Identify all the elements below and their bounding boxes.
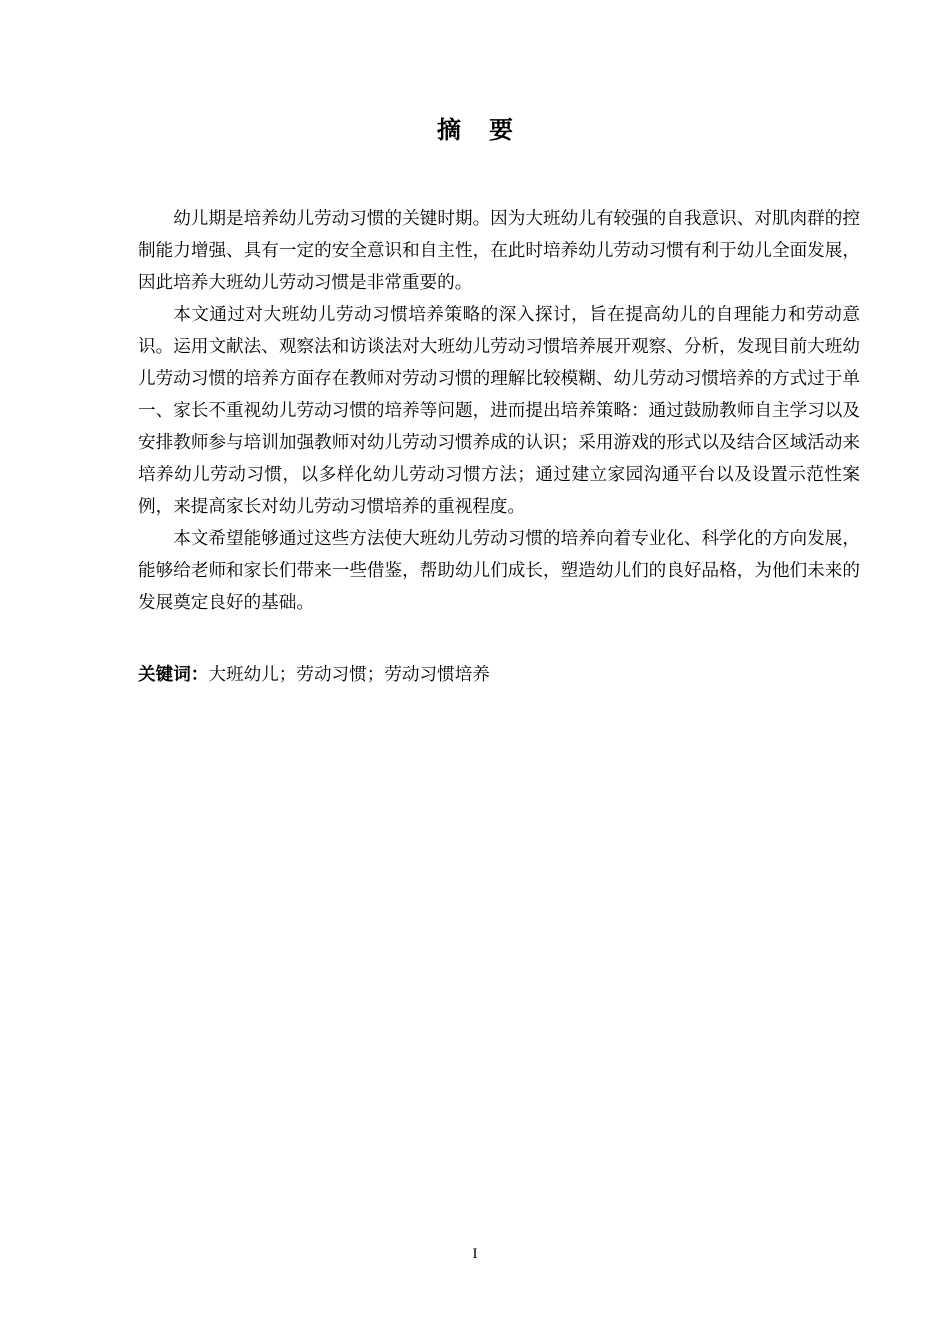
abstract-body (138, 203, 860, 619)
page-number: I (472, 1246, 478, 1262)
page-title: 摘要 (437, 116, 541, 144)
keywords-text: 大班幼儿；劳动习惯；劳动习惯培养 (208, 665, 490, 685)
keywords-line (138, 659, 860, 691)
abstract-paragraph-2: 本文通过对大班幼儿劳动习惯培养策略的深入探讨，旨在提高幼儿的自理能力和劳动意识。运用文献法、观察法和访谈法对大班幼儿劳动习惯培养展开观察、分析，发现目前大班幼儿劳动习惯的培养方面存在教师对劳动习惯的理解比较模糊、幼儿劳动习惯培养的方式过于单一、家长不重视幼儿劳动习惯的培养等问题，进而提出培养策略：通过鼓励教师自主学习以及安排教师参与培训加强教师对幼儿劳动习惯养成的认识；采用游戏的形式以及结合区域活动来培养幼儿劳动习惯，以多样化幼儿劳动习惯方法；通过建立家园沟通平台以及设置示范性案例，来提高家长对幼儿劳动习惯培养的重视程度。 (138, 305, 860, 517)
abstract-paragraph-1: 幼儿期是培养幼儿劳动习惯的关键时期。因为大班幼儿有较强的自我意识、对肌肉群的控制能力增强、具有一定的安全意识和自主性，在此时培养幼儿劳动习惯有利于幼儿全面发展，因此培养大班幼儿劳动习惯是非常重要的。 (138, 209, 860, 293)
keywords-label: 关键词： (138, 665, 209, 685)
abstract-paragraph-3: 本文希望能够通过这些方法使大班幼儿劳动习惯的培养向着专业化、科学化的方向发展，能够给老师和家长们带来一些借鉴，帮助幼儿们成长，塑造幼儿们的良好品格，为他们未来的发展奠定良好的基础。 (138, 529, 860, 613)
